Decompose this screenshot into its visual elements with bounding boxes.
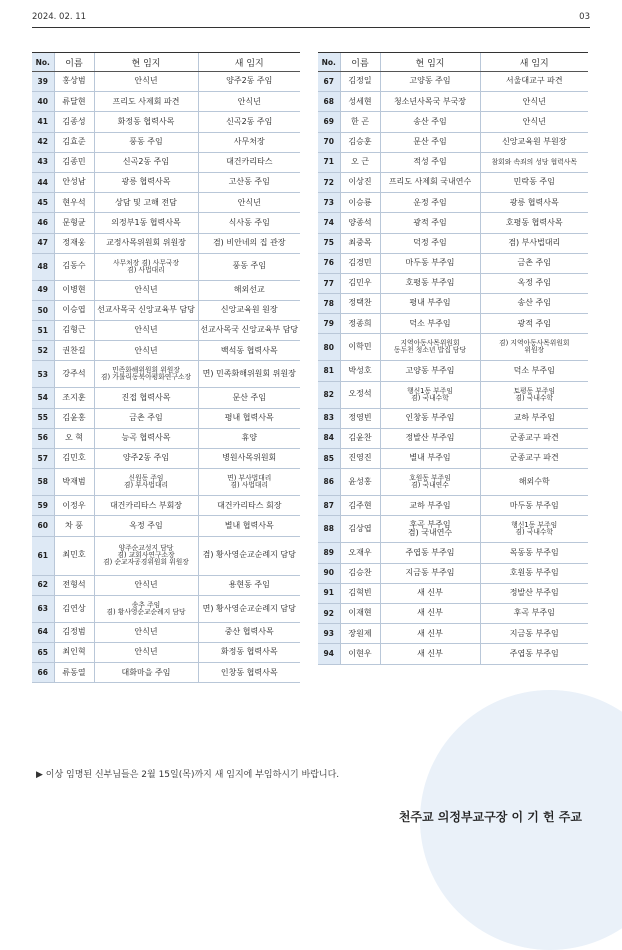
cell-new-post: 안식년 xyxy=(198,92,300,112)
column-header-no: No. xyxy=(32,53,54,72)
cell-current-post: 진접 협력사목 xyxy=(94,388,198,408)
cell-name: 진영진 xyxy=(340,449,380,469)
cell-current-post: 행신1동 부주임 겸) 국내수학 xyxy=(380,381,480,408)
cell-name: 강주석 xyxy=(54,361,94,388)
cell-current-post: 문산 주임 xyxy=(380,132,480,152)
table-row xyxy=(32,321,300,341)
cell-current-post: 광적 주임 xyxy=(380,213,480,233)
cell-name: 양종석 xyxy=(340,213,380,233)
table-row xyxy=(32,388,300,408)
page-header xyxy=(32,12,590,26)
cell-new-post: 안식년 xyxy=(198,193,300,213)
table-row xyxy=(32,536,300,575)
table-row xyxy=(32,496,300,516)
cell-new-post: 양주2동 주임 xyxy=(198,72,300,92)
cell-name: 김민우 xyxy=(340,273,380,293)
cell-no: 64 xyxy=(32,622,54,642)
cell-no: 72 xyxy=(318,172,340,192)
cell-name: 안성남 xyxy=(54,172,94,192)
cell-name: 류달현 xyxy=(54,92,94,112)
cell-current-post: 선교사목국 신앙교육부 담당 xyxy=(94,300,198,320)
cell-no: 40 xyxy=(32,92,54,112)
cell-new-post: 서울대교구 파견 xyxy=(480,72,588,92)
signature: 천주교 의정부교구장 이 기 헌 주교 xyxy=(398,810,582,824)
cell-new-post: 정발산 부주임 xyxy=(480,583,588,603)
cell-new-post: 광릉 협력사목 xyxy=(480,193,588,213)
cell-current-post: 금촌 주임 xyxy=(94,408,198,428)
cell-new-post: 군종교구 파견 xyxy=(480,449,588,469)
cell-no: 60 xyxy=(32,516,54,536)
table-row xyxy=(318,603,588,623)
cell-new-post: 별내 협력사목 xyxy=(198,516,300,536)
cell-current-post: 광릉 협력사목 xyxy=(94,172,198,192)
table-row xyxy=(318,624,588,644)
table-row xyxy=(318,408,588,428)
cell-new-post: 병원사목위원회 xyxy=(198,449,300,469)
cell-new-post: 행신1동 부주임 겸) 국내수학 xyxy=(480,516,588,543)
cell-new-post: 인창동 협력사목 xyxy=(198,663,300,683)
table-row xyxy=(32,72,300,92)
cell-no: 44 xyxy=(32,172,54,192)
cell-no: 66 xyxy=(32,663,54,683)
cell-no: 83 xyxy=(318,408,340,428)
cell-new-post: 주엽동 부주임 xyxy=(480,644,588,664)
cell-current-post: 호평동 부주임 xyxy=(380,273,480,293)
table-row xyxy=(32,449,300,469)
cell-new-post: 옥정 주임 xyxy=(480,273,588,293)
cell-name: 한 곤 xyxy=(340,112,380,132)
cell-name: 정택찬 xyxy=(340,294,380,314)
cell-no: 87 xyxy=(318,496,340,516)
cell-new-post: 지금동 부주임 xyxy=(480,624,588,644)
cell-current-post: 덕소 부주임 xyxy=(380,314,480,334)
cell-name: 조지훈 xyxy=(54,388,94,408)
table-row xyxy=(318,428,588,448)
header-date: 2024. 02. 11 xyxy=(32,12,87,22)
cell-name: 이재현 xyxy=(340,603,380,623)
cell-name: 오재우 xyxy=(340,543,380,563)
cell-current-post: 대건카리타스 부회장 xyxy=(94,496,198,516)
cell-no: 54 xyxy=(32,388,54,408)
cell-new-post: 대건카리타스 회장 xyxy=(198,496,300,516)
table-row xyxy=(32,132,300,152)
table-row xyxy=(32,516,300,536)
cell-current-post: 안식년 xyxy=(94,341,198,361)
cell-no: 75 xyxy=(318,233,340,253)
cell-current-post: 인창동 부주임 xyxy=(380,408,480,428)
cell-current-post: 호원동 부주임 겸) 국내연수 xyxy=(380,469,480,496)
cell-no: 42 xyxy=(32,132,54,152)
header-rule xyxy=(32,27,590,28)
table-row xyxy=(318,233,588,253)
table-header-row xyxy=(32,53,300,72)
table-row xyxy=(318,381,588,408)
cell-new-post: 호원동 부주임 xyxy=(480,563,588,583)
cell-no: 79 xyxy=(318,314,340,334)
cell-no: 59 xyxy=(32,496,54,516)
appointments-table-right xyxy=(318,52,588,665)
table-row xyxy=(318,92,588,112)
column-header-name: 이름 xyxy=(340,53,380,72)
table-row xyxy=(318,112,588,132)
cell-current-post: 상담 및 고해 전담 xyxy=(94,193,198,213)
cell-new-post: 호평동 협력사목 xyxy=(480,213,588,233)
column-header-no: No. xyxy=(318,53,340,72)
table-row xyxy=(318,334,588,361)
cell-no: 51 xyxy=(32,321,54,341)
cell-name: 김효준 xyxy=(54,132,94,152)
cell-name: 최인혁 xyxy=(54,642,94,662)
cell-new-post: 겸) 비안네의 집 관장 xyxy=(198,233,300,253)
cell-current-post: 능곡 협력사목 xyxy=(94,428,198,448)
cell-new-post: 선교사목국 신앙교육부 담당 xyxy=(198,321,300,341)
cell-name: 김연상 xyxy=(54,595,94,622)
cell-name: 김동수 xyxy=(54,253,94,280)
column-header-new-post: 새 임지 xyxy=(480,53,588,72)
cell-no: 91 xyxy=(318,583,340,603)
cell-name: 문형균 xyxy=(54,213,94,233)
table-row xyxy=(32,622,300,642)
notice-text: ▶ 이상 임명된 신부님들은 2월 15일(목)까지 새 임지에 부임하시기 바랍니다. xyxy=(36,770,340,780)
table-row xyxy=(32,428,300,448)
table-row xyxy=(318,361,588,381)
cell-current-post: 새 신부 xyxy=(380,603,480,623)
cell-current-post: 안식년 xyxy=(94,622,198,642)
cell-current-post: 송추 주임 겸) 황사영순교순례지 담당 xyxy=(94,595,198,622)
cell-current-post: 민족화해위원회 위원장 겸) 가톨릭동북아평화연구소장 xyxy=(94,361,198,388)
table-row xyxy=(318,213,588,233)
cell-no: 84 xyxy=(318,428,340,448)
cell-new-post: 민락동 주임 xyxy=(480,172,588,192)
cell-name: 김정범 xyxy=(54,622,94,642)
cell-name: 김정일 xyxy=(340,72,380,92)
cell-new-post: 해외수학 xyxy=(480,469,588,496)
cell-new-post: 덕소 부주임 xyxy=(480,361,588,381)
cell-current-post: 화정동 협력사목 xyxy=(94,112,198,132)
table-row xyxy=(32,663,300,683)
table-row xyxy=(318,152,588,172)
cell-no: 56 xyxy=(32,428,54,448)
cell-current-post: 안식년 xyxy=(94,280,198,300)
cell-new-post: 목동동 부주임 xyxy=(480,543,588,563)
cell-new-post: 토평동 부주임 겸) 국내수학 xyxy=(480,381,588,408)
cell-no: 78 xyxy=(318,294,340,314)
cell-name: 장원제 xyxy=(340,624,380,644)
cell-name: 정종희 xyxy=(340,314,380,334)
cell-name: 권찬길 xyxy=(54,341,94,361)
cell-new-post: 대건카리타스 xyxy=(198,152,300,172)
cell-new-post: 신앙교육원 원장 xyxy=(198,300,300,320)
table-row xyxy=(318,469,588,496)
cell-no: 86 xyxy=(318,469,340,496)
table-row xyxy=(32,300,300,320)
cell-new-post: 풍동 주임 xyxy=(198,253,300,280)
cell-current-post: 의정부1동 협력사목 xyxy=(94,213,198,233)
table-row xyxy=(32,341,300,361)
cell-current-post: 청소년사목국 부국장 xyxy=(380,92,480,112)
cell-no: 77 xyxy=(318,273,340,293)
cell-new-post: 군종교구 파견 xyxy=(480,428,588,448)
table-row xyxy=(318,516,588,543)
table-row xyxy=(318,583,588,603)
cell-current-post: 주엽동 부주임 xyxy=(380,543,480,563)
cell-no: 67 xyxy=(318,72,340,92)
cell-new-post: 안식년 xyxy=(480,92,588,112)
cell-name: 김상엽 xyxy=(340,516,380,543)
cell-new-post: 안식년 xyxy=(480,112,588,132)
table-row xyxy=(318,543,588,563)
cell-new-post: 겸) 부사법대리 xyxy=(480,233,588,253)
cell-name: 최중목 xyxy=(340,233,380,253)
cell-new-post: 송산 주임 xyxy=(480,294,588,314)
cell-name: 김혁빈 xyxy=(340,583,380,603)
table-row xyxy=(318,496,588,516)
cell-new-post: 마두동 부주임 xyxy=(480,496,588,516)
table-row xyxy=(32,112,300,132)
cell-name: 이현우 xyxy=(340,644,380,664)
cell-name: 전형석 xyxy=(54,575,94,595)
cell-current-post: 양주순교성지 담당 겸) 교회사연구소장 겸) 순교자공경위원회 위원장 xyxy=(94,536,198,575)
cell-name: 김승훈 xyxy=(340,132,380,152)
cell-no: 53 xyxy=(32,361,54,388)
cell-current-post: 신원동 주임 겸) 부사법대리 xyxy=(94,469,198,496)
table-row xyxy=(32,92,300,112)
cell-name: 최민호 xyxy=(54,536,94,575)
cell-name: 김승찬 xyxy=(340,563,380,583)
cell-no: 62 xyxy=(32,575,54,595)
cell-name: 김경민 xyxy=(340,253,380,273)
cell-new-post: 용현동 주임 xyxy=(198,575,300,595)
cell-no: 45 xyxy=(32,193,54,213)
cell-name: 오 근 xyxy=(340,152,380,172)
table-row xyxy=(318,193,588,213)
cell-no: 43 xyxy=(32,152,54,172)
cell-name: 정재웅 xyxy=(54,233,94,253)
table-row xyxy=(318,294,588,314)
cell-no: 63 xyxy=(32,595,54,622)
cell-no: 49 xyxy=(32,280,54,300)
table-header-row xyxy=(318,53,588,72)
cell-name: 이승엽 xyxy=(54,300,94,320)
cell-no: 69 xyxy=(318,112,340,132)
cell-no: 89 xyxy=(318,543,340,563)
cell-current-post: 신곡2동 주임 xyxy=(94,152,198,172)
cell-name: 김윤홍 xyxy=(54,408,94,428)
cell-new-post: 중산 협력사목 xyxy=(198,622,300,642)
table-row xyxy=(318,449,588,469)
cell-name: 김윤찬 xyxy=(340,428,380,448)
cell-no: 85 xyxy=(318,449,340,469)
cell-name: 김종민 xyxy=(54,152,94,172)
cell-no: 55 xyxy=(32,408,54,428)
cell-current-post: 송산 주임 xyxy=(380,112,480,132)
cell-new-post: 사무처장 xyxy=(198,132,300,152)
cell-name: 현우석 xyxy=(54,193,94,213)
cell-name: 김형근 xyxy=(54,321,94,341)
table-row xyxy=(318,644,588,664)
table-row xyxy=(32,253,300,280)
cell-new-post: 고산동 주임 xyxy=(198,172,300,192)
cell-no: 71 xyxy=(318,152,340,172)
table-row xyxy=(318,72,588,92)
table-row xyxy=(32,469,300,496)
cell-name: 오 혁 xyxy=(54,428,94,448)
cell-no: 50 xyxy=(32,300,54,320)
cell-current-post: 교정사목위원회 위원장 xyxy=(94,233,198,253)
cell-no: 61 xyxy=(32,536,54,575)
cell-no: 90 xyxy=(318,563,340,583)
cell-name: 박재범 xyxy=(54,469,94,496)
cell-no: 81 xyxy=(318,361,340,381)
cell-no: 58 xyxy=(32,469,54,496)
cell-no: 88 xyxy=(318,516,340,543)
cell-no: 93 xyxy=(318,624,340,644)
cell-new-post: 겸) 지역아동사목위원회 위원장 xyxy=(480,334,588,361)
cell-new-post: 면) 황사영순교순례지 담당 xyxy=(198,595,300,622)
cell-current-post: 대화마을 주임 xyxy=(94,663,198,683)
cell-name: 오정석 xyxy=(340,381,380,408)
cell-name: 성세현 xyxy=(340,92,380,112)
table-row xyxy=(318,273,588,293)
cell-current-post: 프리도 사제회 파견 xyxy=(94,92,198,112)
cell-current-post: 마두동 부주임 xyxy=(380,253,480,273)
cell-current-post: 운정 주임 xyxy=(380,193,480,213)
cell-current-post: 풍동 주임 xyxy=(94,132,198,152)
cell-new-post: 문산 주임 xyxy=(198,388,300,408)
cell-current-post: 고양동 부주임 xyxy=(380,361,480,381)
cell-current-post: 새 신부 xyxy=(380,644,480,664)
cell-no: 41 xyxy=(32,112,54,132)
cell-no: 94 xyxy=(318,644,340,664)
cell-new-post: 화정동 협력사목 xyxy=(198,642,300,662)
cell-no: 47 xyxy=(32,233,54,253)
table-row xyxy=(32,193,300,213)
cell-no: 80 xyxy=(318,334,340,361)
cell-name: 류동열 xyxy=(54,663,94,683)
cell-new-post: 참회와 속죄의 성당 협력사목 xyxy=(480,152,588,172)
table-row xyxy=(318,253,588,273)
cell-no: 46 xyxy=(32,213,54,233)
cell-no: 82 xyxy=(318,381,340,408)
cell-new-post: 휴양 xyxy=(198,428,300,448)
table-row xyxy=(32,595,300,622)
cell-current-post: 프리도 사제회 국내연수 xyxy=(380,172,480,192)
cell-current-post: 덕정 주임 xyxy=(380,233,480,253)
cell-new-post: 평내 협력사목 xyxy=(198,408,300,428)
cell-current-post: 정발산 부주임 xyxy=(380,428,480,448)
table-row xyxy=(318,563,588,583)
table-row xyxy=(32,361,300,388)
cell-name: 이승룡 xyxy=(340,193,380,213)
cell-new-post: 면) 부사법대리 겸) 사법대리 xyxy=(198,469,300,496)
cell-no: 92 xyxy=(318,603,340,623)
table-row xyxy=(318,314,588,334)
table-row xyxy=(32,408,300,428)
page-number: 03 xyxy=(579,12,590,22)
cell-name: 김민호 xyxy=(54,449,94,469)
cell-name: 이상진 xyxy=(340,172,380,192)
appointments-table-left xyxy=(32,52,300,683)
cell-name: 홍상범 xyxy=(54,72,94,92)
cell-new-post: 광적 주임 xyxy=(480,314,588,334)
cell-current-post: 적성 주임 xyxy=(380,152,480,172)
cell-no: 73 xyxy=(318,193,340,213)
cell-current-post: 평내 부주임 xyxy=(380,294,480,314)
cell-current-post: 안식년 xyxy=(94,321,198,341)
cell-current-post: 고양동 주임 xyxy=(380,72,480,92)
cell-name: 윤성홍 xyxy=(340,469,380,496)
cell-name: 이병현 xyxy=(54,280,94,300)
cell-no: 70 xyxy=(318,132,340,152)
cell-current-post: 안식년 xyxy=(94,642,198,662)
cell-new-post: 겸) 황사영순교순례지 담당 xyxy=(198,536,300,575)
cell-no: 76 xyxy=(318,253,340,273)
cell-current-post: 안식년 xyxy=(94,575,198,595)
table-row xyxy=(318,132,588,152)
cell-new-post: 금촌 주임 xyxy=(480,253,588,273)
cell-no: 65 xyxy=(32,642,54,662)
table-row xyxy=(32,213,300,233)
cell-new-post: 신곡2동 주임 xyxy=(198,112,300,132)
cell-no: 68 xyxy=(318,92,340,112)
cell-name: 박성호 xyxy=(340,361,380,381)
table-row xyxy=(32,280,300,300)
column-header-current-post: 현 임지 xyxy=(94,53,198,72)
cell-current-post: 교하 부주임 xyxy=(380,496,480,516)
cell-current-post: 옥정 주임 xyxy=(94,516,198,536)
cell-name: 김종성 xyxy=(54,112,94,132)
cell-current-post: 지역아동사목위원회 동두천 청소년 밥집 담당 xyxy=(380,334,480,361)
table-row xyxy=(32,642,300,662)
cell-new-post: 식사동 주임 xyxy=(198,213,300,233)
cell-new-post: 교하 부주임 xyxy=(480,408,588,428)
cell-new-post: 해외선교 xyxy=(198,280,300,300)
cell-current-post: 새 신부 xyxy=(380,624,480,644)
cell-current-post: 지금동 부주임 xyxy=(380,563,480,583)
cell-no: 39 xyxy=(32,72,54,92)
cell-current-post: 사무처장 겸) 사무국장 겸) 사법대리 xyxy=(94,253,198,280)
cell-new-post: 면) 민족화해위원회 위원장 xyxy=(198,361,300,388)
column-header-name: 이름 xyxy=(54,53,94,72)
cell-current-post: 별내 부주임 xyxy=(380,449,480,469)
table-row xyxy=(32,233,300,253)
cell-current-post: 양주2동 주임 xyxy=(94,449,198,469)
cell-no: 52 xyxy=(32,341,54,361)
cell-no: 57 xyxy=(32,449,54,469)
cell-new-post: 후곡 부주임 xyxy=(480,603,588,623)
table-row xyxy=(318,172,588,192)
cell-current-post: 후곡 부주임 겸) 국내연수 xyxy=(380,516,480,543)
cell-name: 이정우 xyxy=(54,496,94,516)
column-header-new-post: 새 임지 xyxy=(198,53,300,72)
cell-new-post: 신앙교육원 부원장 xyxy=(480,132,588,152)
cell-name: 김주현 xyxy=(340,496,380,516)
table-row xyxy=(32,172,300,192)
table-row xyxy=(32,575,300,595)
cell-name: 차 풍 xyxy=(54,516,94,536)
table-row xyxy=(32,152,300,172)
cell-current-post: 새 신부 xyxy=(380,583,480,603)
cell-current-post: 안식년 xyxy=(94,72,198,92)
cell-name: 정영빈 xyxy=(340,408,380,428)
cell-name: 이학민 xyxy=(340,334,380,361)
cell-no: 48 xyxy=(32,253,54,280)
cell-new-post: 백석동 협력사목 xyxy=(198,341,300,361)
cell-no: 74 xyxy=(318,213,340,233)
column-header-current-post: 현 임지 xyxy=(380,53,480,72)
